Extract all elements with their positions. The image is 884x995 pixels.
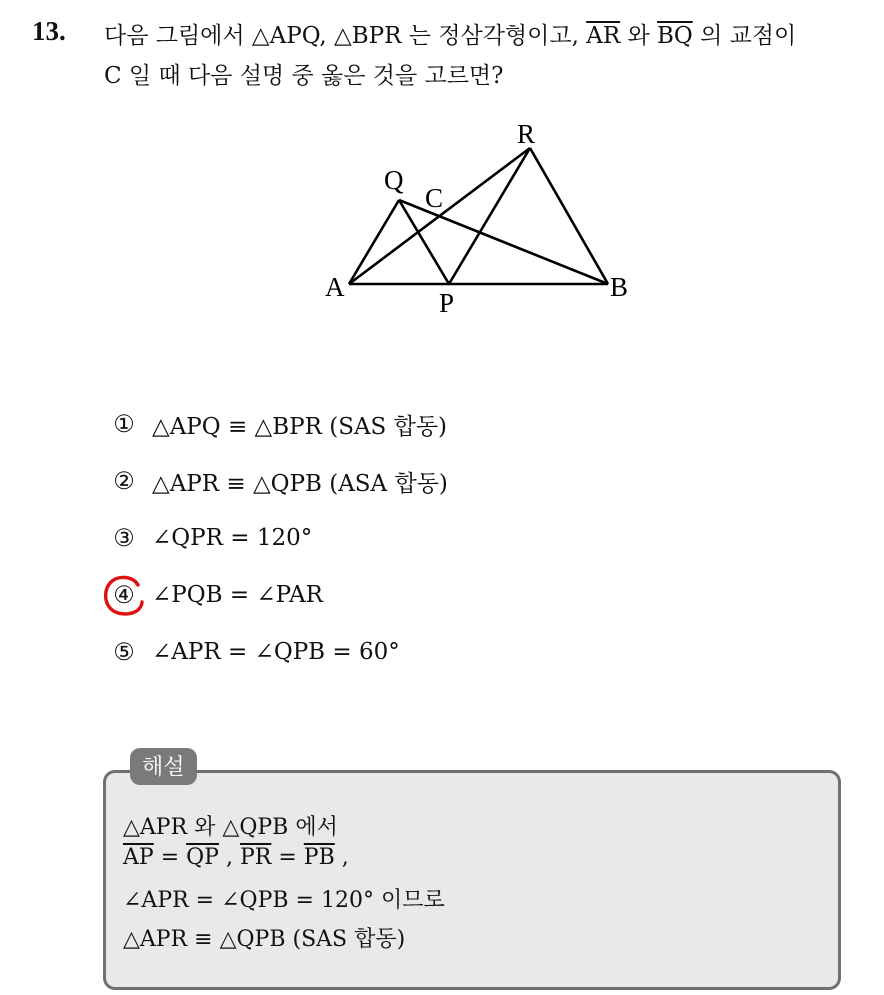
solution-line-1: △APR 와 △QPB 에서	[123, 815, 338, 840]
choice-4-text: ∠PQB = ∠PAR	[152, 582, 323, 608]
choice-1[interactable]	[110, 404, 447, 444]
solution-line-2	[123, 845, 349, 870]
choice-4-marker	[110, 581, 138, 609]
segment-pr-line	[449, 148, 530, 284]
choice-2-marker: ②	[113, 467, 135, 495]
segment-pr: $\overline{PR}$	[239, 845, 272, 870]
choice-2-text: △APR ≡ △QPB (ASA 합동)	[152, 470, 448, 497]
question-conj: 와	[627, 23, 650, 49]
solution-line-3: ∠APR = ∠QPB = 120° 이므로	[123, 888, 445, 913]
segment-ap: $\overline{AP}$	[123, 845, 154, 870]
segment-qp: $\overline{QP}$	[186, 845, 219, 870]
choice-5-text: ∠APR = ∠QPB = 60°	[152, 639, 400, 665]
label-b: B	[610, 272, 629, 302]
question-text	[104, 16, 874, 96]
choice-5-marker: ⑤	[113, 638, 135, 666]
choice-3[interactable]	[110, 518, 312, 558]
label-c: C	[425, 183, 444, 213]
triangle-figure	[318, 116, 648, 325]
comma-1: ,	[225, 845, 233, 870]
label-q: Q	[384, 165, 404, 195]
comma-2: ,	[341, 845, 349, 870]
choice-2[interactable]	[110, 461, 448, 501]
choice-5[interactable]	[110, 632, 400, 672]
choice-3-text: ∠QPR = 120°	[152, 525, 313, 551]
label-p: P	[439, 288, 455, 318]
segment-ar: $\overline{AR}$	[586, 23, 621, 49]
question-line-1-end: 의 교점이	[700, 23, 797, 49]
choice-3-marker: ③	[113, 524, 135, 552]
solution-line-4: △APR ≡ △QPB (SAS 합동)	[123, 927, 406, 952]
label-r: R	[517, 119, 536, 149]
question-line-1	[104, 16, 874, 56]
choice-4[interactable]	[110, 575, 323, 615]
question-line-2: C 일 때 다음 설명 중 옳은 것을 고르면?	[104, 63, 504, 89]
segment-bq: $\overline{BQ}$	[656, 23, 693, 49]
label-a: A	[325, 272, 345, 302]
equals-2: =	[278, 845, 297, 870]
segment-aq-line	[349, 200, 399, 284]
choice-4-marker-glyph: ④	[113, 581, 135, 609]
choice-1-text: △APQ ≡ △BPR (SAS 합동)	[152, 413, 448, 440]
solution-box	[103, 770, 841, 990]
solution-tag: 해설	[130, 748, 197, 785]
segment-rb-line	[530, 148, 608, 284]
equals-1: =	[160, 845, 180, 870]
triangle-diagram	[318, 116, 648, 321]
question-number: 13.	[32, 16, 66, 46]
question-line-1-text: 다음 그림에서 △APQ, △BPR 는 정삼각형이고,	[104, 23, 579, 49]
choice-1-marker: ①	[113, 410, 135, 438]
segment-pb: $\overline{PB}$	[303, 845, 335, 870]
